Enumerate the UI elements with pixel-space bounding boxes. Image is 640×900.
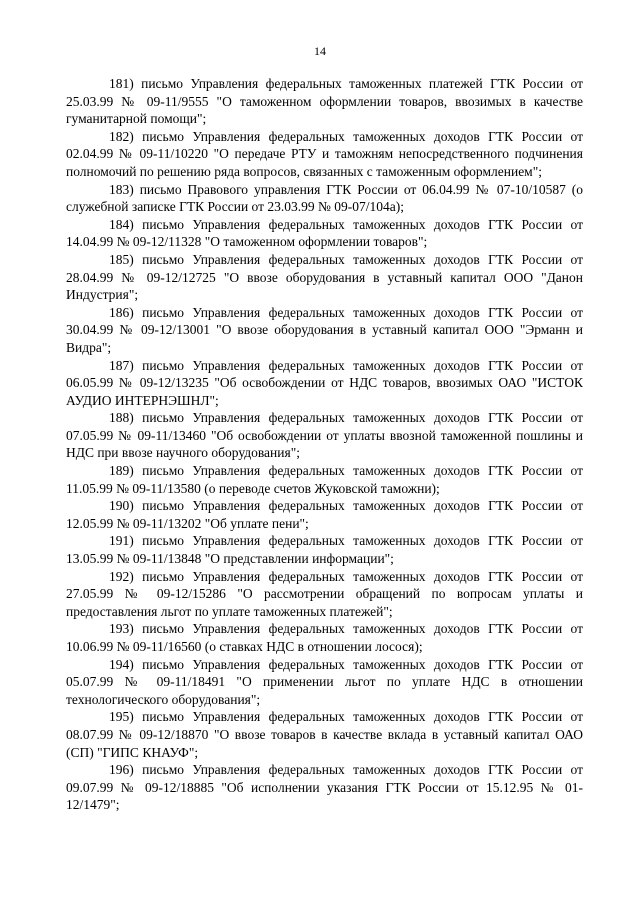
list-item — [66, 128, 583, 181]
item-text: письмо Управления федеральных таможенных доходов ГТК России от 13.05.99 № 09-11/13848 "О представлении информации"; — [66, 533, 583, 567]
item-text: письмо Управления федеральных таможенных платежей ГТК России от 25.03.99 № 09-11/9555 "О таможенном оформлении товаров, ввозимых в качестве гуманитарной помощи"; — [66, 76, 583, 127]
page-number: 14 — [314, 44, 326, 58]
item-number: 181) — [109, 76, 134, 91]
item-number: 184) — [109, 216, 134, 232]
item-text: письмо Управления федеральных таможенных доходов ГТК России от 28.04.99 № 09-12/12725 "О ввозе оборудования в уставный капитал ООО "Данон Индустрия"; — [66, 251, 583, 303]
list-item — [66, 251, 583, 304]
item-number: 185) — [109, 251, 134, 267]
list-item — [66, 216, 583, 251]
item-text: письмо Управления федеральных таможенных доходов ГТК России от 02.04.99 № 09-11/10220 "О передаче РТУ и таможням непосредственного подчинения полномочий по решению ряда вопросов, связанных с таможенным оформлением"; — [66, 128, 583, 179]
item-number: 187) — [109, 357, 134, 373]
list-item — [66, 656, 583, 709]
item-text: письмо Правового управления ГТК России от 06.04.99 № 07-10/10587 (о служебной записке ГТК России от 23.03.99 № 09-07/104а); — [66, 181, 584, 215]
item-text: письмо Управления федеральных таможенных доходов ГТК России от 09.07.99 № 09-12/18885 "Об исполнении указания ГТК России от 15.12.95 № 01-12/1479"; — [66, 762, 583, 813]
item-text: письмо Управления федеральных таможенных доходов ГТК России от 14.04.99 № 09-12/11328 "О таможенном оформлении товаров"; — [66, 216, 583, 250]
list-item — [66, 761, 583, 814]
item-text: письмо Управления федеральных таможенных доходов ГТК России от 07.05.99 № 09-11/13460 "Об освобождении от уплаты ввозной таможенной пошлины и НДС при ввозе научного оборудования"; — [66, 410, 583, 461]
list-item — [66, 357, 583, 410]
item-text: письмо Управления федеральных таможенных доходов ГТК России от 10.06.99 № 09-11/16560 (о ставках НДС в отношении лосося); — [66, 621, 583, 654]
item-text: письмо Управления федеральных таможенных доходов ГТК России от 05.07.99 № 09-11/18491 "О применении льгот по уплате НДС в отношении технологического оборудования"; — [66, 656, 583, 707]
item-number: 195) — [109, 709, 134, 725]
list-item — [66, 568, 583, 621]
list-item — [66, 304, 583, 357]
item-number: 190) — [109, 498, 134, 514]
item-text: письмо Управления федеральных таможенных доходов ГТК России от 30.04.99 № 09-12/13001 "О ввозе оборудования в уставный капитал ООО "Эрманн и Видра"; — [66, 304, 583, 355]
item-number: 186) — [109, 304, 134, 320]
item-number: 188) — [109, 410, 134, 426]
list-item — [66, 409, 583, 462]
item-number: 194) — [109, 656, 134, 672]
item-number: 189) — [109, 463, 134, 479]
list-item — [66, 75, 583, 128]
list-item — [66, 462, 583, 497]
item-number: 193) — [109, 621, 134, 637]
list-item — [66, 708, 583, 761]
document-body — [66, 75, 583, 814]
list-item — [66, 620, 583, 655]
item-text: письмо Управления федеральных таможенных доходов ГТК России от 08.07.99 № 09-12/18870 "О ввозе товаров в качестве вклада в уставный капитал ОАО (СП) "ГИПС КНАУФ"; — [66, 709, 583, 760]
item-number: 192) — [109, 568, 134, 584]
item-number: 182) — [109, 128, 134, 144]
item-number: 191) — [109, 533, 134, 549]
list-item — [66, 497, 583, 532]
item-text: письмо Управления федеральных таможенных доходов ГТК России от 06.05.99 № 09-12/13235 "Об освобождении от НДС товаров, ввозимых ОАО "ИСТОК АУДИО ИНТЕРНЭШНЛ"; — [66, 357, 583, 408]
list-item — [66, 532, 583, 567]
item-text: письмо Управления федеральных таможенных доходов ГТК России от 11.05.99 № 09-11/13580 (о переводе счетов Жуковской таможни); — [66, 463, 583, 496]
item-text: письмо Управления федеральных таможенных доходов ГТК России от 27.05.99 № 09-12/15286 "О рассмотрении обращений по вопросам уплаты и предоставления льгот по уплате таможенных платежей"; — [66, 568, 583, 619]
item-number: 196) — [109, 762, 134, 778]
list-item — [66, 181, 583, 216]
item-text: письмо Управления федеральных таможенных доходов ГТК России от 12.05.99 № 09-11/13202 "Об уплате пени"; — [66, 498, 583, 531]
item-number: 183) — [109, 181, 134, 197]
